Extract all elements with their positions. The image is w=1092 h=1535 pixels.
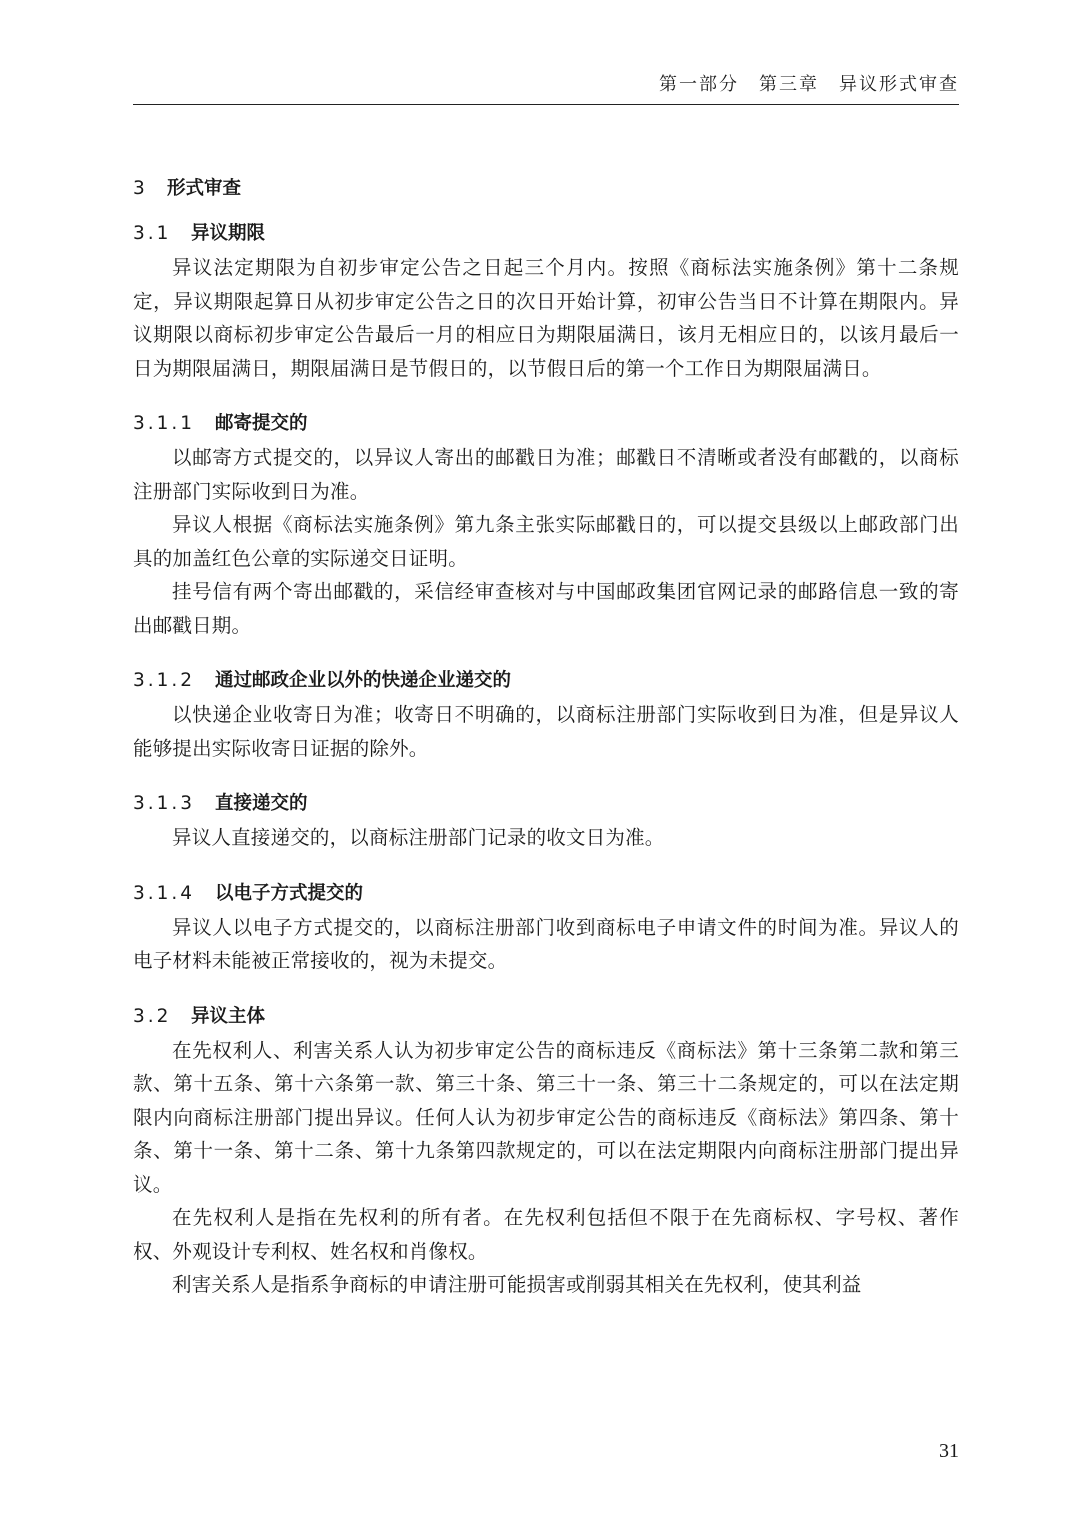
paragraph: 异议法定期限为自初步审定公告之日起三个月内。按照《商标法实施条例》第十二条规定，异议期限起算日从初步审定公告之日的次日开始计算，初审公告当日不计算在期限内。异议期限以商标初步审定公告最后一月的相应日为期限届满日，该月无相应日的，以该月最后一日为期限届满日，期限届满日是节假日的，以节假日后的第一个工作日为期限届满日。 [133, 256, 959, 380]
section-number: 3.1.3 [133, 793, 196, 814]
section-title: 邮寄提交的 [215, 413, 308, 434]
section-title: 直接递交的 [215, 793, 308, 814]
section-number: 3.2 [133, 1005, 172, 1027]
page-body [133, 172, 959, 1302]
section-title: 形式审查 [167, 178, 242, 199]
section-heading-3-1-3 [133, 787, 959, 821]
section-number: 3.1 [133, 223, 172, 244]
paragraph: 挂号信有两个寄出邮戳的，采信经审查核对与中国邮政集团官网记录的邮路信息一致的寄出邮戳日期。 [133, 580, 959, 637]
paragraph: 以快递企业收寄日为准；收寄日不明确的，以商标注册部门实际收到日为准，但是异议人能够提出实际收寄日证据的除外。 [133, 703, 959, 760]
paragraph: 异议人根据《商标法实施条例》第九条主张实际邮戳日的，可以提交县级以上邮政部门出具的加盖红色公章的实际递交日证明。 [133, 513, 959, 570]
section-heading-3-2 [133, 1000, 959, 1034]
section-heading-3-1-4 [133, 877, 959, 911]
page-number: 31 [939, 1440, 959, 1462]
section-title: 通过邮政企业以外的快递企业递交的 [215, 670, 512, 691]
header-title: 第一部分 第三章 异议形式审查 [659, 74, 959, 95]
section-number: 3.1.4 [133, 882, 196, 904]
section-heading-3 [133, 172, 959, 206]
section-title: 异议期限 [191, 223, 266, 244]
section-number: 3.1.1 [133, 413, 196, 434]
paragraph: 异议人以电子方式提交的，以商标注册部门收到商标电子申请文件的时间为准。异议人的电子材料未能被正常接收的，视为未提交。 [133, 915, 959, 972]
paragraph: 以邮寄方式提交的，以异议人寄出的邮戳日为准；邮戳日不清晰或者没有邮戳的，以商标注册部门实际收到日为准。 [133, 446, 959, 503]
section-heading-3-1 [133, 217, 959, 251]
section-heading-3-1-2 [133, 664, 959, 698]
section-heading-3-1-1 [133, 407, 959, 441]
paragraph: 利害关系人是指系争商标的申请注册可能损害或削弱其相关在先权利，使其利益 [172, 1273, 862, 1296]
section-title: 以电子方式提交的 [215, 882, 364, 904]
paragraph: 在先权利人是指在先权利的所有者。在先权利包括但不限于在先商标权、字号权、著作权、外观设计专利权、姓名权和肖像权。 [133, 1206, 959, 1263]
paragraph: 异议人直接递交的，以商标注册部门记录的收文日为准。 [172, 826, 665, 849]
section-title: 异议主体 [191, 1005, 266, 1027]
paragraph: 在先权利人、利害关系人认为初步审定公告的商标违反《商标法》第十三条第二款和第三款、第十五条、第十六条第一款、第三十条、第三十一条、第三十二条规定的，可以在法定期限内向商标注册部门提出异议。任何人认为初步审定公告的商标违反《商标法》第四条、第十条、第十一条、第十二条、第十九条第四款规定的，可以在法定期限内向商标注册部门提出异议。 [133, 1038, 959, 1196]
section-number: 3 [133, 178, 148, 199]
section-number: 3.1.2 [133, 670, 196, 691]
running-header [133, 70, 959, 105]
